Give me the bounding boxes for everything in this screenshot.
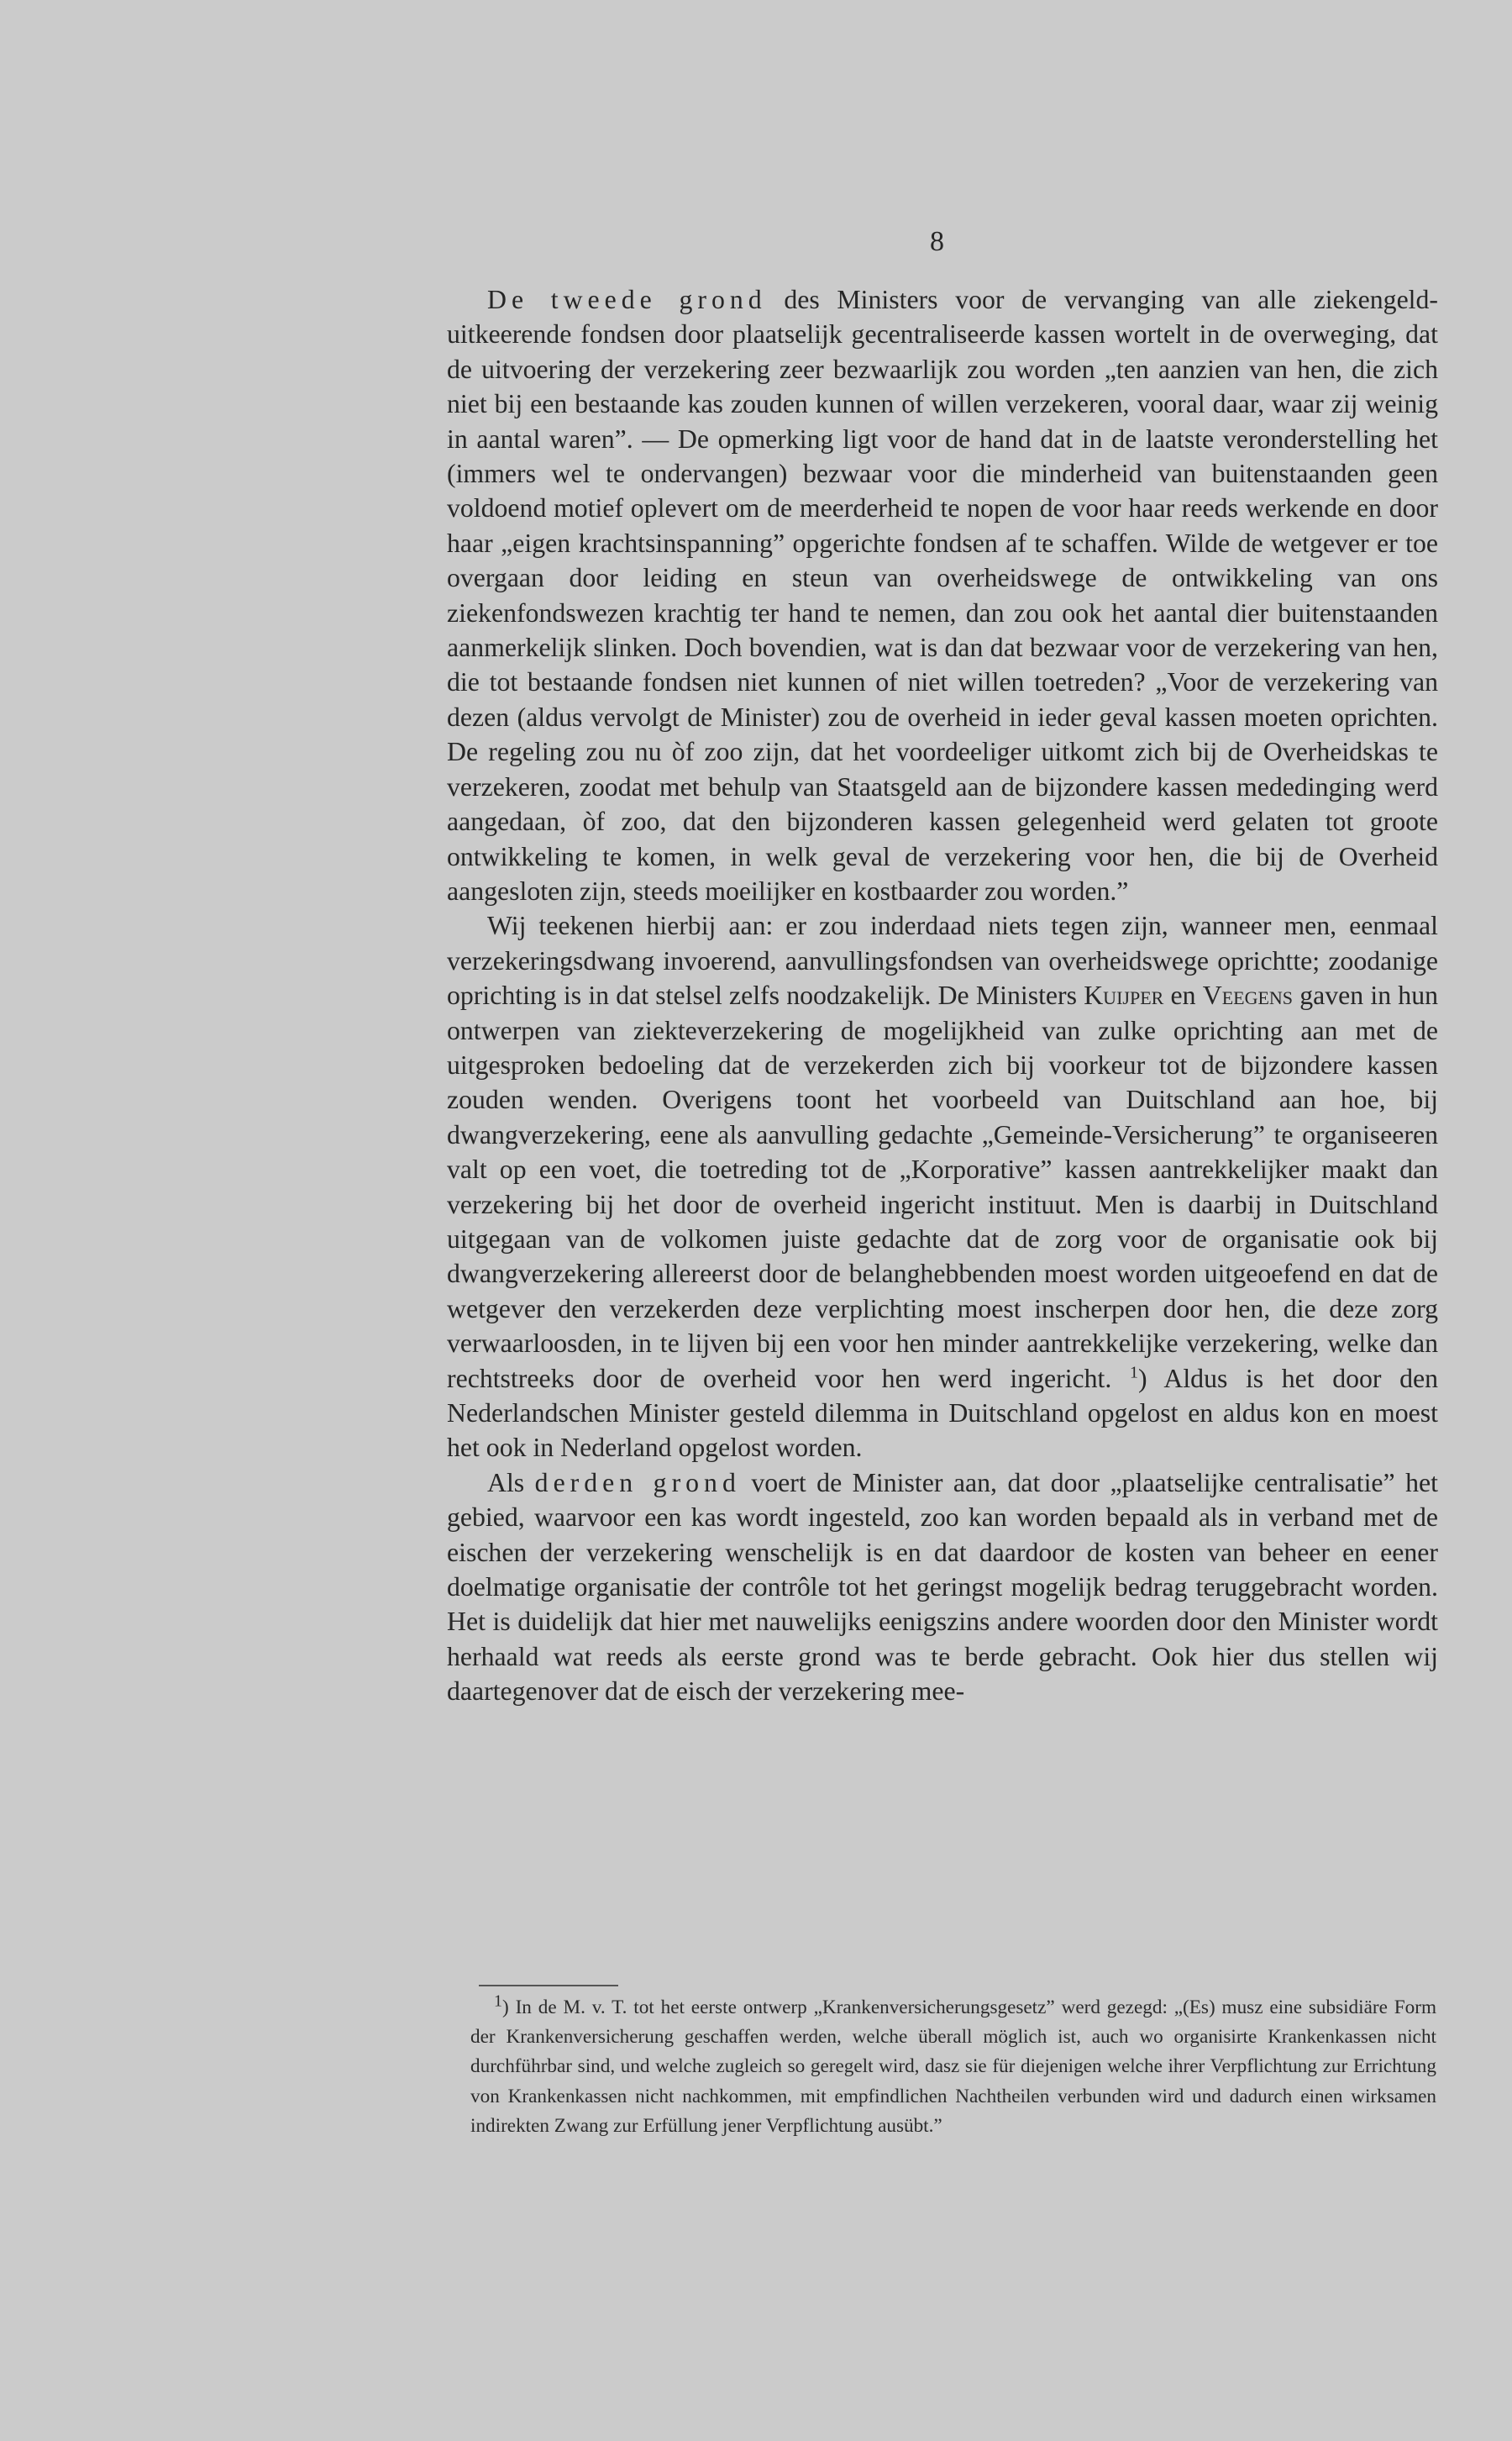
minister-name-veegens: Veegens <box>1202 981 1294 1011</box>
paragraph-text: Als <box>487 1467 535 1497</box>
paragraph-1 <box>447 282 1438 908</box>
paragraph-text: voert de Minister aan, dat door „plaatselijke centralisatie” het gebied, waarvoor een kas wordt ingesteld, zoo kan worden bepaald als in verband met de eischen der verzekering wenschelijk is en dat daardoor de kosten van beheer en eener doelmatige organisatie der contrôle tot het geringst mogelijk bedrag teruggebracht worden. Het is duidelijk dat hier met nauwelijks eenigszins andere woorden door den Minister wordt herhaald wat reeds als eerste grond was te berde gebracht. Ook hier dus stellen wij daartegenover dat de eisch der verzekering mee- <box>447 1467 1438 1707</box>
paragraph-text: gaven in hun ontwerpen van ziekteverzekering de mogelijkheid van zulke oprichting aan met de uitgesproken bedoeling dat de verzekerden zich bij voorkeur tot de bijzondere kassen zouden wenden. Overigens toont het voorbeeld van Duitschland aan hoe, bij dwangverzekering, eene als aanvulling gedachte „Gemeinde-Versicherung” te organiseeren valt op een voet, die toetreding tot de „Korporative” kassen aantrekkelijker maakt dan verzekering bij het door de overheid ingericht instituut. Men is daarbij in Duitschland uitgegaan van de volkomen juiste gedachte dat de zorg voor de organisatie ook bij dwangverzekering allereerst door de belanghebbenden moest worden uitgeoefend en dat de wetgever den verzekerden deze verplichting moest inscherpen door hen, die deze zorg verwaarloosden, in te lijven bij een voor hen minder aantrekkelijke verzekering, welke dan rechtstreeks door de overheid voor hen werd ingericht. <box>447 981 1438 1393</box>
paragraph-2 <box>447 908 1438 1465</box>
footnote-marker: 1 <box>494 1991 502 2011</box>
page-number: 8 <box>930 226 944 257</box>
paragraph-text: Wij teekenen hierbij aan: er zou inderdaad niets tegen zijn, wanneer men, eenmaal verzekeringsdwang invoerend, aanvullingsfondsen van overheidswege oprichtte; zoodanige oprichting is in dat stelsel zelfs noodzakelijk. De Ministers <box>447 911 1438 1011</box>
paragraph-text: ) Aldus is het door den Nederlandschen Minister gesteld dilemma in Duitschland opgelost en aldus kon en moest het ook in Nederland opgelost worden. <box>447 1363 1439 1463</box>
minister-name-kuijper: Kuijper <box>1084 981 1164 1011</box>
footnote-divider <box>479 1985 618 1986</box>
paragraph-3 <box>447 1465 1438 1709</box>
paragraph-text: des Ministers voor de vervanging van alle ziekengeld-uitkeerende fondsen door plaatselijk gecentraliseerde kassen wortelt in de overweging, dat de uitvoering der verzekering zeer bezwaarlijk zou worden „ten aanzien van hen, die zich niet bij een bestaande kas zouden kunnen of willen verzekeren, vooral daar, waar zij weinig in aantal waren”. — De opmerking ligt voor de hand dat in de laatste veronderstelling het (immers wel te ondervangen) bezwaar voor die minderheid van buitenstaanden geen voldoend motief oplevert om de meerderheid te nopen de voor haar reeds werkende en door haar „eigen krachtsinspanning” opgerichte fondsen af te schaffen. Wilde de wetgever er toe overgaan door leiding en steun van overheidswege de ontwikkeling van ons ziekenfondswezen krachtig ter hand te nemen, dan zou ook het aantal dier buitenstaanden aanmerkelijk slinken. Doch bovendien, wat is dan dat bezwaar voor de verzekering van hen, die tot bestaande fondsen niet kunnen of niet willen toetreden? „Voor de verzekering van dezen (aldus vervolgt de Minister) zou de overheid in ieder geval kassen moeten oprichten. De regeling zou nu òf zoo zijn, dat het voordeeliger uitkomt zich bij de Overheidskas te verzekeren, zoodat met behulp van Staatsgeld aan de bijzondere kassen mededinging werd aangedaan, òf zoo, dat den bijzonderen kassen gelegenheid werd gelaten tot groote ontwikkeling te komen, in welk geval de verzekering voor hen, die bij de Overheid aangesloten zijn, steeds moeilijker en kostbaarder zou worden.” <box>447 285 1439 906</box>
spaced-emphasis: De tweede grond <box>487 285 767 314</box>
footnote-reference[interactable]: 1 <box>1129 1363 1138 1381</box>
body-text <box>447 282 1438 1709</box>
footnote <box>470 1993 1436 2141</box>
spaced-emphasis: derden grond <box>534 1467 741 1497</box>
footnote-text: ) In de M. v. T. tot het eerste ontwerp „Krankenversicherungsgesetz” werd gezegd: „(Es) musz eine subsidiäre Form der Krankenversicherung geschaffen werden, welche überall möglich ist, auch wo organisirte Krankenkassen nicht durchführbar sind, und welche zugleich so geregelt wird, dasz sie für diejenigen welche ihrer Verpflichtung zur Errichtung von Krankenkassen nicht nachkommen, mit empfindlichen Nachtheilen verbunden wird und dadurch einen wirksamen indirekten Zwang zur Erfüllung jener Verpflichtung ausübt.” <box>470 1996 1436 2137</box>
paragraph-text: en <box>1163 981 1203 1011</box>
